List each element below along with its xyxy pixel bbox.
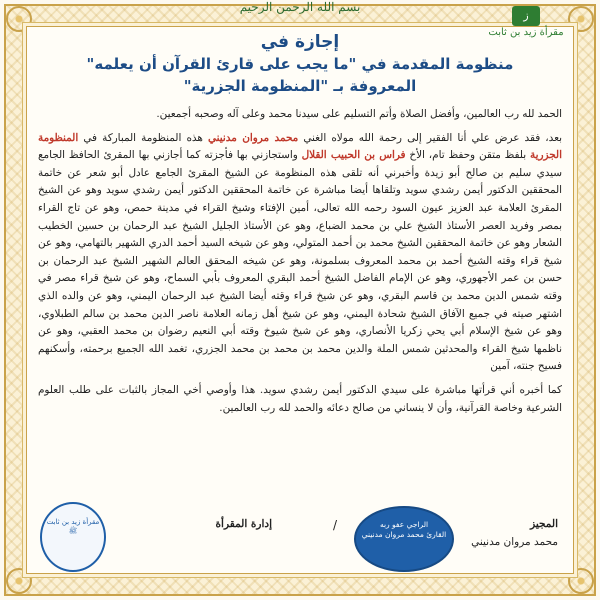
title-line-1: إجازة في [260,32,340,52]
body-text: واستجازني بها فأجزته كما أجازني بها المقرئ الحافظ الجامع سيدي سليم بن صالح أبو زيدة وأخبرني أنه تلقى هذه المنظومة عن الشيخ المقرئ الجامع عادل أبو شعر عن خاتمة المحققين الدكتور أيمن رشدي سويد وتلقاها أيضا مباشرة عن خاتمة المحققين الدكتور أيمن رشدي سويد وهو عن الشيخ المقرئ العلامة عبد العزيز عيون السود رحمه الله تعالى، أمين الإفتاء وشيخ القراء في مدينة حمص، وهو عن تاج القراء بمصر وفريد العصر الأستاذ الشيخ علي بن محمد الضباع، وهو عن الأستاذ الجليل الشيخ عبد الرحمان بن حسين الخطيب الشعار وهو عن خاتمة المحققين الشيخ محمد بن أحمد المتولي، وهو عن شيخه السيد أحمد الدري الشهير بالتهامي، وهو عن شيخ قراء وقته الشيخ أحمد بن محمد المعروف بسلمونة، وهو عن شيخه المحقق العالم الشهير الشيخ عبد الرحمان بن حسن بن عمر الأجهوري، وهو عن الإمام الفاضل الشيخ أحمد البقري المعروف بأبي السماح، وهو عن شيخ قراء مصر في وقته شمس الدين محمد بن قاسم البقري، وهو عن شيخ قراء وقته أيضا الشيخ عبد الرحمان اليمني، وهو عن والده الذي اشتهر صيته في جميع الآفاق الشيخ شحادة اليمني، وهو عن شيخ أهل زمانه العلامة ناصر الدين محمد بن سالم الطبلاوي، وهو عن شيخ الإسلام أبي يحي زكريا الأنصاري، وهو عن شيخ شيوخ وقته أبي النعيم رضوان بن محمد العقبي، وهو عن ناظمها شيخ القراء والمحدثين شمس الملة والدين محمد بن محمد بن محمد الجزري، تغمد الله الجميع برحمته، وأسكنهم فسيح جنته، آمين [38,149,562,373]
signature-area [38,496,562,570]
mujiz-name: محمد مروان مدنيني [471,536,558,548]
body-text: بلفظ متقن وحفظ تام، الأخ [409,149,527,162]
body-text: بعد، فقد عرض علي أنا الفقير إلى رحمة الله مولاه الغني [303,131,563,144]
chain-paragraph [38,130,562,376]
seal-text: ﷺ [68,527,78,535]
mujiz-signature [471,518,558,548]
mujiz-name-highlight: محمد مروان مدنيني [207,131,299,144]
closing-paragraph: كما أخبره أني قرأتها مباشرة على سيدي الدكتور أيمن رشدي سويد. هذا وأوصي أخي المجاز بالثبات على طلب العلوم الشرعية وخاصة القرآنية، وأن لا ينساني من صالح دعائه والحمد لله رب العالمين. [38,383,562,414]
body-text: في [83,131,97,144]
teacher-seal-stamp [354,506,454,572]
basmala-calligraphy: بسم الله الرحمن الرحيم [239,0,361,14]
admin-label: إدارة المقرأة [215,518,272,530]
book-name-highlight: المنظومة الجزرية [38,131,562,162]
seal-text: القارئ محمد مروان مدنيني [361,530,447,539]
logo-badge-icon: ز [512,6,540,26]
maqraa-seal-stamp [40,502,106,572]
separator: / [332,518,337,532]
seal-text: مقرأة زيد بن ثابت [46,518,100,526]
opening-paragraph: الحمد لله رب العالمين، وأفضل الصلاة وأتم التسليم على سيدنا محمد وعلى آله وصحبه أجمعين. [156,108,562,120]
certificate-content [38,30,562,570]
certificate-body [38,106,562,417]
student-name-highlight: فراس بن الحبيب القلال [301,149,406,162]
title-line-3: المعروفة بـ "المنظومة الجزرية" [183,77,417,95]
body-text: هذه المنظومة المباركة [102,131,203,144]
seal-text: الراجي عفو ربه [379,520,429,529]
title-line-2: منظومة المقدمة في "ما يجب على قارئ القرآن أن يعلمه" [86,55,514,73]
logo-text: مقرأة زيد بن ثابت [488,27,564,38]
mujiz-label: المجيز [530,518,558,530]
